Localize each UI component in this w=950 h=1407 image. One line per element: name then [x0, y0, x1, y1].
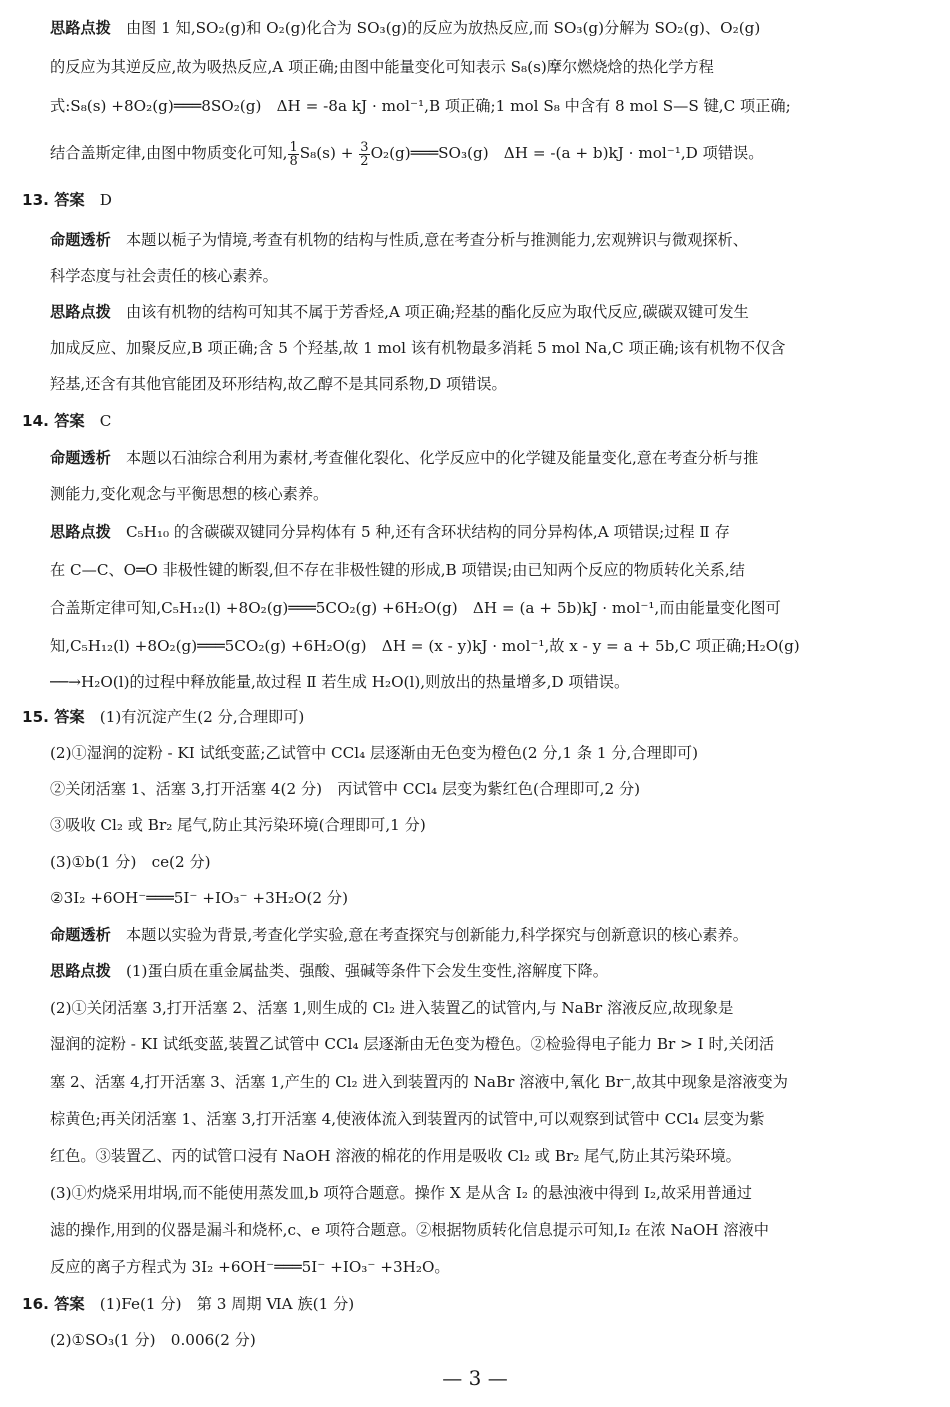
answer-heading: 14. 答案 C — [22, 412, 112, 430]
hint-paragraph-line: 思路点拨 (1)蛋白质在重金属盐类、强酸、强碱等条件下会发生变性,溶解度下降。 — [50, 962, 608, 980]
answer-line: (3)①b(1 分) ce(2 分) — [50, 853, 211, 871]
intent-paragraph-line: 命题透析 本题以栀子为情境,考查有机物的结构与性质,意在考查分析与推测能力,宏观辨识与微观探析、 — [50, 231, 748, 249]
answer-heading: 13. 答案 D — [22, 191, 112, 209]
paragraph-line: 反应的离子方程式为 3I₂ +6OH⁻═══5I⁻ +IO₃⁻ +3H₂O。 — [50, 1258, 450, 1276]
paragraph-line: 知,C₅H₁₂(l) +8O₂(g)═══5CO₂(g) +6H₂O(g) ΔH = (x - y)kJ · mol⁻¹,故 x - y = a + 5b,C 项正确;H₂O(g) — [50, 637, 800, 655]
paragraph-line: 塞 2、活塞 4,打开活塞 3、活塞 1,产生的 Cl₂ 进入到装置丙的 NaBr 溶液中,氧化 Br⁻,故其中现象是溶液变为 — [50, 1073, 788, 1091]
answer-line: (2)①湿润的淀粉 - KI 试纸变蓝;乙试管中 CCl₄ 层逐渐由无色变为橙色(2 分,1 条 1 分,合理即可) — [50, 744, 699, 762]
hint-paragraph-line: 思路点拨 C₅H₁₀ 的含碳碳双键同分异构体有 5 种,还有含环状结构的同分异构体,A 项错误;过程 Ⅱ 存 — [50, 523, 730, 541]
paragraph-line: 科学态度与社会责任的核心素养。 — [50, 267, 278, 285]
paragraph-line: 在 C—C、O═O 非极性键的断裂,但不存在非极性键的形成,B 项错误;由已知两个反应的物质转化关系,结 — [50, 561, 745, 579]
answer-heading: 15. 答案 (1)有沉淀产生(2 分,合理即可) — [22, 708, 305, 726]
paragraph-line: (3)①灼烧采用坩埚,而不能使用蒸发皿,b 项符合题意。操作 X 是从含 I₂ 的悬浊液中得到 I₂,故采用普通过 — [50, 1184, 752, 1202]
answer-heading: 16. 答案 (1)Fe(1 分) 第 3 周期 ⅥA 族(1 分) — [22, 1295, 355, 1313]
paragraph-line: 加成反应、加聚反应,B 项正确;含 5 个羟基,故 1 mol 该有机物最多消耗 5 mol Na,C 项正确;该有机物不仅含 — [50, 339, 786, 357]
paragraph-line: 红色。③装置乙、丙的试管口浸有 NaOH 溶液的棉花的作用是吸收 Cl₂ 或 Br₂ 尾气,防止其污染环境。 — [50, 1147, 741, 1165]
hint-paragraph-line: 思路点拨 由该有机物的结构可知其不属于芳香烃,A 项正确;羟基的酯化反应为取代反应,碳碳双键可发生 — [50, 303, 749, 321]
answer-line: ②关闭活塞 1、活塞 3,打开活塞 4(2 分) 丙试管中 CCl₄ 层变为紫红色(合理即可,2 分) — [50, 780, 641, 798]
paragraph-line: (2)①关闭活塞 3,打开活塞 2、活塞 1,则生成的 Cl₂ 进入装置乙的试管内,与 NaBr 溶液反应,故现象是 — [50, 999, 734, 1017]
fraction: $\frac{1}{8}$ — [289, 139, 298, 169]
page-number: — 3 — — [442, 1366, 508, 1390]
paragraph-line: 测能力,变化观念与平衡思想的核心素养。 — [50, 485, 329, 503]
paragraph-line: 羟基,还含有其他官能团及环形结构,故乙醇不是其同系物,D 项错误。 — [50, 375, 507, 393]
paragraph-line: ──→H₂O(l)的过程中释放能量,故过程 Ⅱ 若生成 H₂O(l),则放出的热量增多,D 项错误。 — [50, 673, 630, 691]
paragraph-line: 湿润的淀粉 - KI 试纸变蓝,装置乙试管中 CCl₄ 层逐渐由无色变为橙色。②检验得电子能力 Br > I 时,关闭活 — [50, 1035, 775, 1053]
answer-line: ③吸收 Cl₂ 或 Br₂ 尾气,防止其污染环境(合理即可,1 分) — [50, 816, 426, 834]
answer-line: ②3I₂ +6OH⁻═══5I⁻ +IO₃⁻ +3H₂O(2 分) — [50, 889, 349, 907]
paragraph-line: 式:S₈(s) +8O₂(g)═══8SO₂(g) ΔH = -8a kJ · mol⁻¹,B 项正确;1 mol S₈ 中含有 8 mol S—S 键,C 项正确; — [50, 97, 791, 115]
hint-paragraph-line: 思路点拨 由图 1 知,SO₂(g)和 O₂(g)化合为 SO₃(g)的反应为放热反应,而 SO₃(g)分解为 SO₂(g)、O₂(g) — [50, 19, 761, 37]
answer-line: (2)①SO₃(1 分) 0.006(2 分) — [50, 1331, 256, 1349]
paragraph-line: 滤的操作,用到的仪器是漏斗和烧杯,c、e 项符合题意。②根据物质转化信息提示可知,I₂ 在浓 NaOH 溶液中 — [50, 1221, 769, 1239]
paragraph-line: 的反应为其逆反应,故为吸热反应,A 项正确;由图中能量变化可知表示 S₈(s)摩尔燃烧焓的热化学方程 — [50, 58, 714, 76]
intent-paragraph-line: 命题透析 本题以石油综合利用为素材,考查催化裂化、化学反应中的化学键及能量变化,意在考查分析与推 — [50, 449, 759, 467]
fraction: $\frac{3}{2}$ — [360, 139, 369, 169]
equation-line: 结合盖斯定律,由图中物质变化可知, $\frac{1}{8}$ S₈(s) + $\frac{3}{2}$ O₂(g)═══SO₃(g) ΔH = -(a + b)kJ · mol⁻¹,D 项错误。 — [50, 139, 764, 169]
paragraph-line: 棕黄色;再关闭活塞 1、活塞 3,打开活塞 4,使液体流入到装置丙的试管中,可以观察到试管中 CCl₄ 层变为紫 — [50, 1110, 765, 1128]
paragraph-line: 合盖斯定律可知,C₅H₁₂(l) +8O₂(g)═══5CO₂(g) +6H₂O(g) ΔH = (a + 5b)kJ · mol⁻¹,而由能量变化图可 — [50, 599, 781, 617]
intent-paragraph-line: 命题透析 本题以实验为背景,考查化学实验,意在考查探究与创新能力,科学探究与创新意识的核心素养。 — [50, 926, 748, 944]
